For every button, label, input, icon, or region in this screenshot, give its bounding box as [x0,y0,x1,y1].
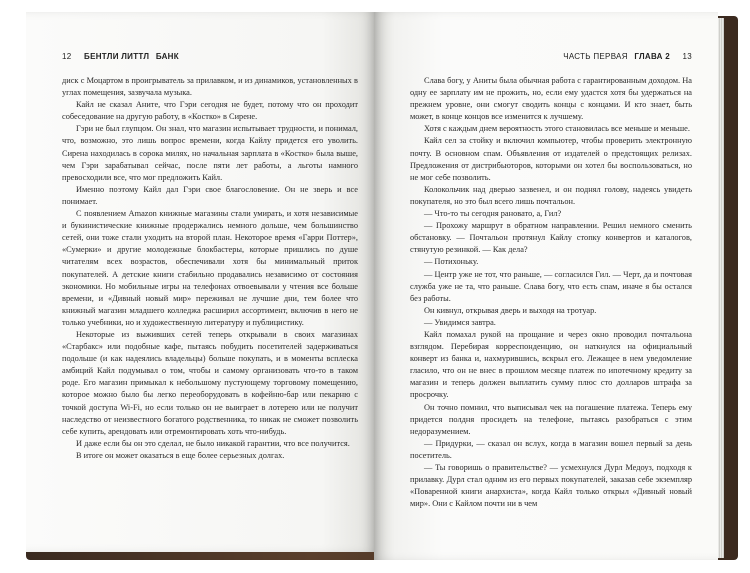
paragraph: — Что-то ты сегодня рановато, а, Гил? [424,209,562,219]
paragraph: В итоге он может оказаться в еще более серьезных долгах. [76,450,285,460]
paragraph: Именно поэтому Кайл дал Гэри свое благословение. Он не зверь и все понимает. [62,184,358,206]
right-body-text [410,75,692,510]
paragraph: Колокольчик над дверью зазвенел, и он поднял голову, надеясь увидеть покупателя, но это был всего лишь почтальон. [410,184,692,206]
page-edges [718,18,724,558]
paragraph: Он кивнул, открывая дверь и выходя на тротуар. [424,305,597,315]
paragraph: — Ты говоришь о правительстве? — усмехнулся Дурл Медоуз, подходя к прилавку. Дурл стал одним из его первых покупателей, заказав себе экземпляр «Поваренной книги анархиста», когда Кайл только открыл «Дивный новый мир». Они с Кайлом почти ни в чем [410,463,692,509]
left-page-number: 12 [62,52,72,61]
right-running-head [563,52,692,61]
paragraph: — Увидимся завтра. [424,317,496,327]
paragraph: — Прохожу маршрут в обратном направлении. Решил немного сменить обстановку. — Почтальон протянул Кайлу стопку конвертов и каталогов, стянутую резинкой. — Как дела? [410,221,692,255]
paragraph: — Потихоньку. [424,257,479,267]
right-page-number: 13 [682,52,692,61]
paragraph: Кайл помахал рукой на прощание и через окно проводил почтальона взглядом. Перебирая корреспонденцию, он наткнулся на официальный конверт из банка и, нахмурившись, вскрыл его. Лежащее в нем уведомление гласило, что он не внес в прошлом месяце платеж по ипотечному кредиту за магазин и теперь должен выплатить сумму плюс сто долларов штрафа за просрочку. [410,329,692,400]
paragraph: Он точно помнил, что выписывал чек на погашение платежа. Теперь ему придется полдня просидеть на телефоне, пытаясь разобраться с этим недоразумением. [410,402,692,436]
right-part: ЧАСТЬ ПЕРВАЯ [563,52,628,61]
paragraph: — Центр уже не тот, что раньше, — согласился Гил. — Черт, да и почтовая служба уже не та, что раньше. Слава богу, что есть спам, иначе я бы остался без работы. [410,269,692,303]
right-chapter: ГЛАВА 2 [634,52,670,61]
paragraph: Слава богу, у Аниты была обычная работа с гарантированным доходом. На одну ее зарплату им не прожить, но, если ему удастся хотя бы удержаться на прежнем уровне, они смогут сводить концы с концами. И кто знает, быть может, в конце концов все изменится к лучшему. [410,76,692,122]
left-running-head [62,52,179,61]
paragraph: Некоторые из выживших сетей теперь открывали в своих магазинах «Старбакс» или подобные кафе, пытаясь побудить посетителей задерживаться подольше (и как надеялись владельцы) больше покупать, и в моменты всплеска амбиций Кайл подумывал о том, чтобы и самому организовать что-то в таком роде. Его магазин примыкал к небольшому пустующему торговому помещению, которое можно было бы легко переоборудовать в кофейню-бар или пекарню с точкой доступа Wi-Fi, но если только он не выиграет в лотерею или не получит наследство от неизвестного богатого родственника, то никак не сможет позволить себе купить, арендовать или отремонтировать хоть что-нибудь. [62,329,358,436]
right-page [374,12,718,560]
paragraph: Кайл сел за стойку и включил компьютер, чтобы проверить электронную почту. В основном спам. Объявления от издателей о предстоящих релизах. Предложения от дистрибьюторов, которыми он хотел бы воспользоваться, но не мог себе позволить. [410,136,692,182]
paragraph: диск с Моцартом в проигрыватель за прилавком, и из динамиков, установленных в углах помещения, зазвучала музыка. [62,76,358,98]
paragraph: Кайл не сказал Аните, что Гэри сегодня не будет, потому что он проходит собеседование на другую работу, в «Костко» в Сирене. [62,100,358,122]
paragraph: — Придурки, — сказал он вслух, когда в магазин вошел первый за день посетитель. [410,438,692,460]
paragraph: С появлением Amazon книжные магазины стали умирать, и хотя независимые и букинистические книжные продержались немного дольше, чем большинство сетей, они тоже стали уходить на второй план. Некоторое время «Гарри Поттер», «Сумерки» и другие молодежные блокбастеры, которые пришлись по душе читателям всех возрастов, обеспечивали хотя бы минимальный приток покупателей. А детские книги стабильно продавались независимо от состояния экономики. Но мобильные игры на телефонах отвоевывали у чтения все больше времени, и «Дивный новый мир» переживал не лучшие дни, тем более что книжный магазин младшего колледжа расширил ассортимент, включив в него не только учебники, но и художественную литературу и публицистику. [62,209,358,327]
left-body-text [62,75,358,462]
paragraph: Гэри не был глупцом. Он знал, что магазин испытывает трудности, и понимал, что, возможно, это лишь вопрос времени, когда Кайлу придется его уволить. Сирена находилась в сорока милях, но начальная зарплата в «Костко» была выше, чем Гэри зарабатывал сейчас, после пяти лет работы, а льготы намного превосходили все, что мог предложить Кайл. [62,124,358,182]
left-book-title: БАНК [155,52,179,61]
left-page [26,12,374,552]
left-author: БЕНТЛИ ЛИТТЛ [84,52,150,61]
paragraph: Хотя с каждым днем вероятность этого становилась все меньше и меньше. [424,124,690,134]
paragraph: И даже если бы он это сделал, не было никакой гарантии, что все получится. [76,438,350,448]
